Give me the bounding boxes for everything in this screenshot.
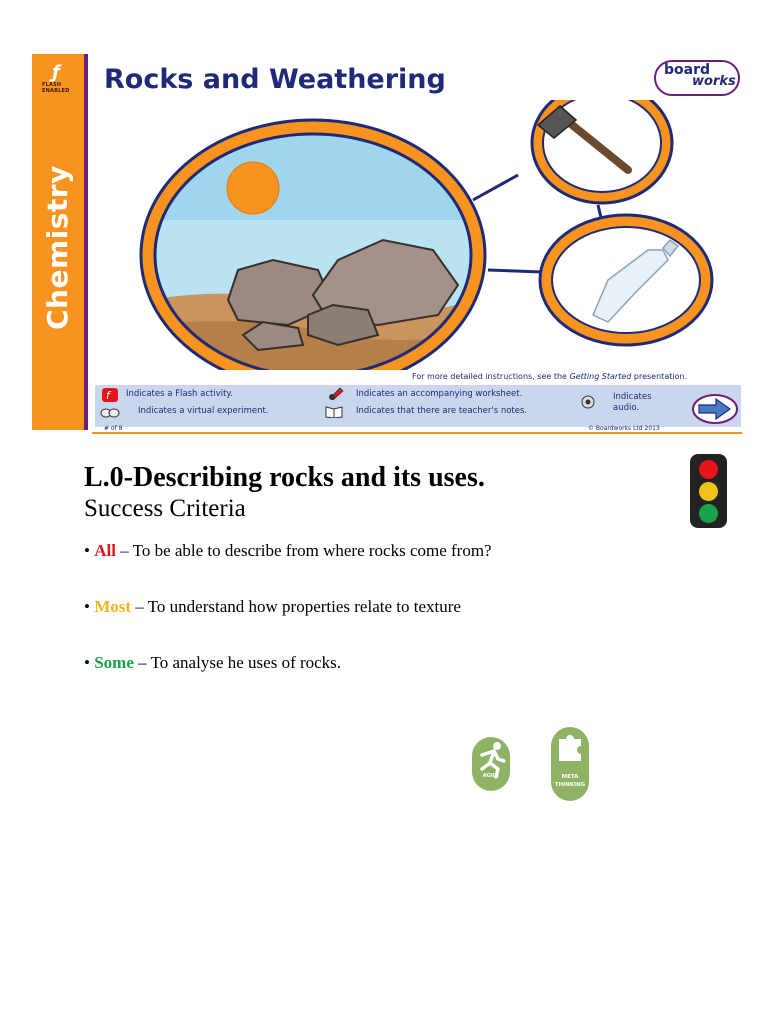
green-light (699, 504, 718, 523)
puzzle-icon (551, 727, 589, 801)
hammer-illustration (532, 100, 672, 203)
flash-enabled-badge (40, 62, 80, 94)
level-most: Most (94, 597, 132, 616)
traffic-light-icon (690, 454, 727, 528)
legend-text-flash: Indicates a Flash activity. (126, 389, 233, 399)
connector-line (473, 175, 518, 200)
instructions-suffix: presentation. (631, 372, 688, 381)
landscape-scene (141, 120, 485, 370)
flash-icon: ƒ (52, 62, 60, 83)
legend-text-audio: Indicates audio. (613, 392, 652, 413)
banner-title: Rocks and Weathering (104, 64, 446, 95)
logo-text-1: board (664, 62, 711, 78)
boardworks-logo (654, 60, 740, 96)
book-icon (324, 404, 344, 418)
flash-badge-label: FLASH ENABLED (42, 82, 70, 94)
copyright: © Boardworks Ltd 2013 (588, 425, 660, 432)
legend-item-audio (580, 395, 600, 414)
agile-label: AGILE (482, 773, 500, 779)
instructions-prefix: For more detailed instructions, see the (412, 372, 570, 381)
criterion-text: – To be able to describe from where rocks come from? (115, 541, 492, 560)
instructions-text (412, 372, 687, 381)
level-all: All (94, 541, 116, 560)
flash-icon (100, 388, 120, 402)
meta-thinking-badge (551, 727, 589, 801)
legend-item-notes (324, 404, 344, 423)
lesson-title: L.0-Describing rocks and its uses. (84, 462, 485, 493)
runner-icon (472, 737, 510, 791)
success-criteria-heading: Success Criteria (84, 495, 246, 522)
criterion-text: – To analyse he uses of rocks. (133, 653, 342, 672)
plastic-bottle-illustration (540, 215, 712, 345)
criterion-some (84, 653, 341, 673)
rocks-illustration (88, 100, 748, 370)
subject-label: Chemistry (41, 165, 74, 330)
getting-started-link[interactable]: Getting Started (569, 372, 632, 381)
pencil-icon (326, 386, 346, 400)
agile-badge (472, 737, 510, 791)
criterion-most (84, 597, 461, 617)
legend-text-notes: Indicates that there are teacher's notes. (356, 406, 528, 416)
thinking-label: THINKING (554, 782, 586, 788)
meta-label: META (561, 774, 579, 780)
legend-text-worksheet: Indicates an accompanying worksheet. (356, 389, 523, 399)
svg-text:f: f (106, 389, 110, 402)
speaker-icon (580, 395, 600, 409)
meta-thinking-label (551, 773, 589, 789)
red-light (699, 460, 718, 479)
criterion-all (84, 541, 492, 561)
logo-text-2: works (692, 74, 736, 89)
next-slide-button[interactable] (692, 394, 738, 429)
legend-item-worksheet (326, 386, 346, 405)
connector-line (488, 270, 543, 272)
arrow-right-icon (692, 394, 738, 424)
bullet: • (84, 597, 90, 616)
banner-footer-line (92, 432, 742, 434)
legend-text-goggles: Indicates a virtual experiment. (138, 406, 269, 416)
level-some: Some (94, 653, 134, 672)
bullet: • (84, 653, 90, 672)
sun (227, 162, 279, 214)
legend-item-goggles (100, 405, 120, 424)
criterion-text: – To understand how properties relate to texture (131, 597, 461, 616)
goggles-icon (100, 405, 120, 419)
amber-light (699, 482, 718, 501)
page-counter: # of 8 (104, 425, 123, 432)
bullet: • (84, 541, 90, 560)
